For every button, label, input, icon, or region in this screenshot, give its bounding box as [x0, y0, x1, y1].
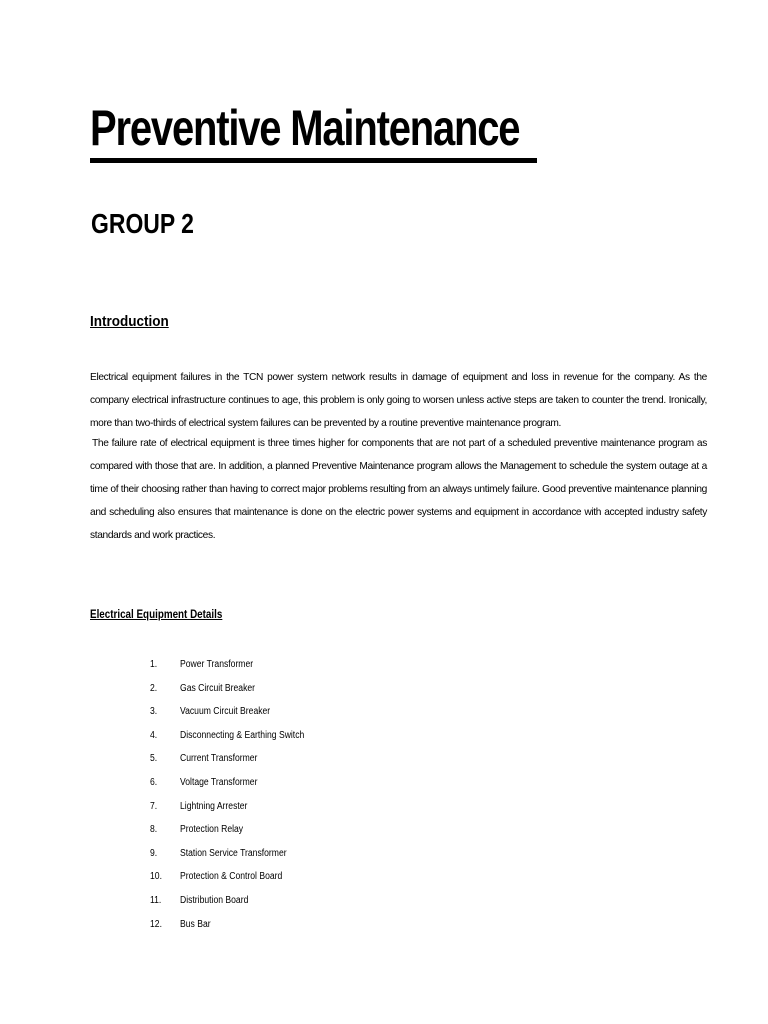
- list-item-label: Lightning Arrester: [180, 800, 248, 812]
- list-item: [150, 867, 325, 891]
- list-item-label: Gas Circuit Breaker: [180, 682, 256, 694]
- list-item-number: 8.: [150, 824, 158, 836]
- list-item: [150, 749, 325, 773]
- list-item-number: 4.: [150, 729, 158, 741]
- list-item-label: Protection & Control Board: [180, 871, 283, 883]
- document-title: Preventive Maintenance: [90, 100, 520, 156]
- list-item-label: Voltage Transformer: [180, 776, 258, 788]
- list-item: [150, 773, 325, 797]
- introduction-heading: Introduction: [90, 313, 169, 330]
- list-item-number: 10.: [150, 871, 162, 883]
- list-item-label: Current Transformer: [180, 753, 258, 765]
- list-item-label: Bus Bar: [180, 918, 211, 930]
- list-item: [150, 679, 325, 703]
- list-item: [150, 844, 325, 868]
- list-item-number: 5.: [150, 753, 158, 765]
- list-item-number: 6.: [150, 776, 158, 788]
- equipment-heading: Electrical Equipment Details: [90, 607, 223, 621]
- list-item-number: 9.: [150, 847, 158, 859]
- list-item: [150, 726, 325, 750]
- list-item: [150, 820, 325, 844]
- list-item-number: 7.: [150, 800, 158, 812]
- list-item-label: Disconnecting & Earthing Switch: [180, 729, 305, 741]
- list-item-label: Distribution Board: [180, 894, 249, 906]
- equipment-list: [150, 655, 325, 938]
- introduction-paragraph-1: Electrical equipment failures in the TCN power system network results in damage of equipment and loss in revenue for the company. As the company electrical infrastructure continues to age, this problem is only going to worsen unless active steps are taken to counter the trend. Ironically, more than two-thirds of electrical system failures can be prevented by a routine preventive maintenance program.: [90, 372, 707, 429]
- list-item-label: Station Service Transformer: [180, 847, 287, 859]
- list-item-label: Vacuum Circuit Breaker: [180, 706, 271, 718]
- list-item: [150, 797, 325, 821]
- list-item: [150, 915, 325, 939]
- list-item: [150, 891, 325, 915]
- title-underline: [90, 158, 537, 163]
- list-item-number: 1.: [150, 659, 158, 670]
- introduction-paragraph-2: The failure rate of electrical equipment is three times higher for components that are not part of a scheduled preventive maintenance program as compared with those that are. In addition, a planned Preventive Maintenance program allows the Management to schedule the system outage at a time of their choosing rather than having to correct major problems resulting from an always untimely failure. Good preventive maintenance planning and scheduling also ensures that maintenance is done on the electric power systems and equipment in accordance with accepted industry safety standards and work practices.: [90, 438, 707, 541]
- list-item-number: 12.: [150, 918, 162, 930]
- list-item-number: 2.: [150, 682, 158, 694]
- list-item-label: Protection Relay: [180, 824, 244, 836]
- document-subtitle: GROUP 2: [91, 208, 194, 239]
- list-item: [150, 655, 325, 679]
- list-item: [150, 702, 325, 726]
- list-item-number: 3.: [150, 706, 158, 718]
- list-item-label: Power Transformer: [180, 659, 254, 670]
- list-item-number: 11.: [150, 894, 162, 906]
